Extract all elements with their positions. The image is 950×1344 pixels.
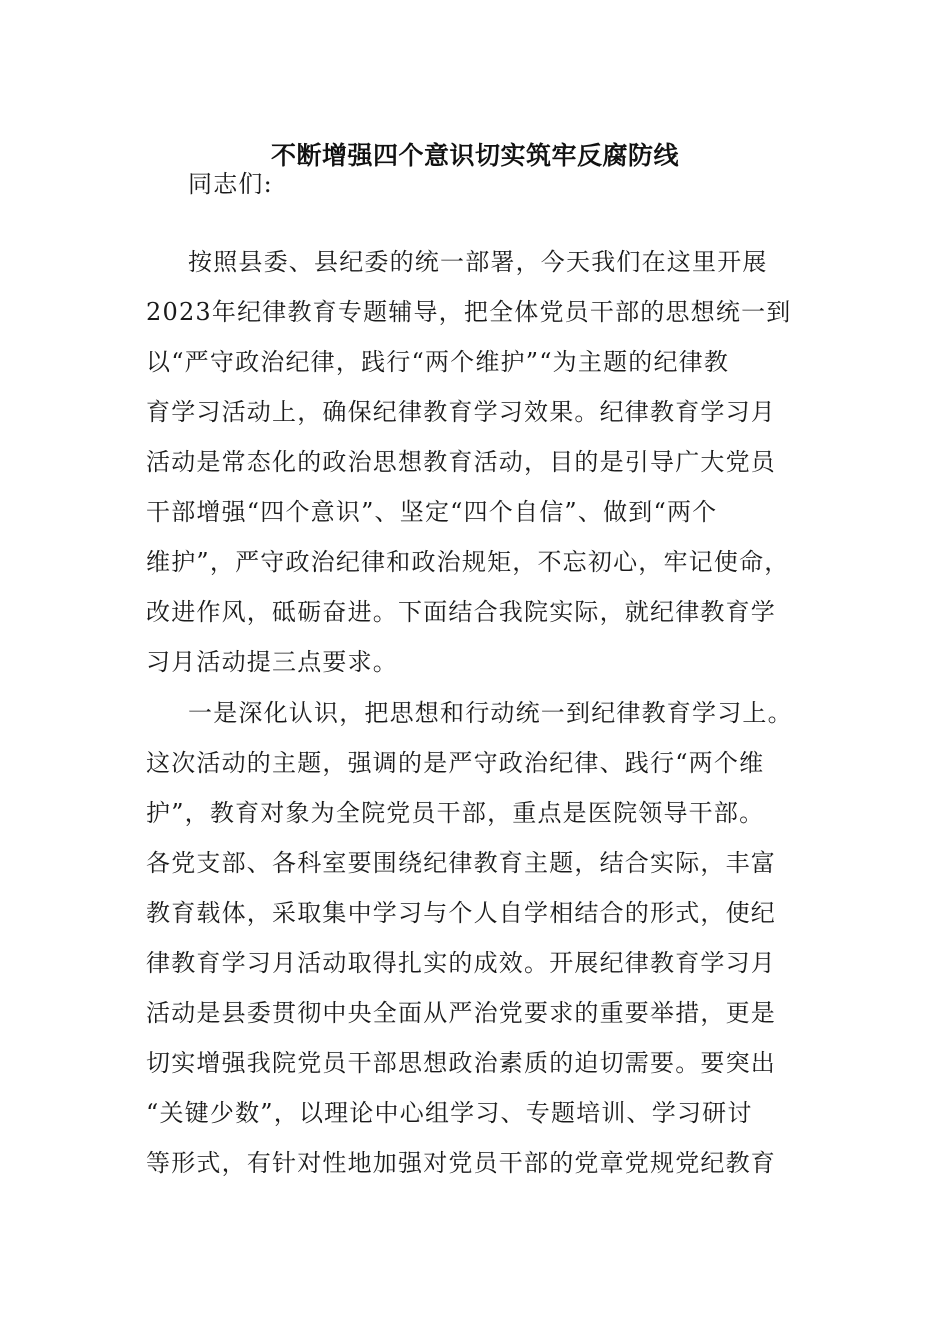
paragraph-1-line: 改进作风，砥砺奋进。下面结合我院实际，就纪律教育学 <box>146 598 776 626</box>
paragraph-2-line: 各党支部、各科室要围绕纪律教育主题，结合实际，丰富 <box>146 849 776 877</box>
paragraph-2-line: 一是深化认识，把思想和行动统一到纪律教育学习上。 <box>188 699 793 727</box>
paragraph-2-line: 护”，教育对象为全院党员干部，重点是医院领导干部。 <box>146 799 765 827</box>
paragraph-2-line: 切实增强我院党员干部思想政治素质的迫切需要。要突出 <box>146 1049 776 1077</box>
paragraph-1-line: 2023年纪律教育专题辅导，把全体党员干部的思想统一到 <box>146 298 792 326</box>
paragraph-2-line: 教育载体，采取集中学习与个人自学相结合的形式，使纪 <box>146 899 776 927</box>
paragraph-1-line: 以“严守政治纪律，践行“两个维护”“为主题的纪律教 <box>146 348 730 376</box>
paragraph-2-line: 律教育学习月活动取得扎实的成效。开展纪律教育学习月 <box>146 949 776 977</box>
paragraph-1-line: 按照县委、县纪委的统一部署，今天我们在这里开展 <box>188 248 768 276</box>
paragraph-2-line: “关键少数”，以理论中心组学习、专题培训、学习研讨 <box>146 1099 753 1127</box>
paragraph-2-line: 等形式，有针对性地加强对党员干部的党章党规党纪教育 <box>146 1149 776 1177</box>
paragraph-1-line: 习月活动提三点要求。 <box>146 648 398 676</box>
paragraph-1-line: 干部增强“四个意识”、坚定“四个自信”、做到“两个 <box>146 498 718 526</box>
paragraph-1-line: 维护”，严守政治纪律和政治规矩，不忘初心，牢记使命， <box>146 548 790 576</box>
salutation: 同志们: <box>188 170 273 198</box>
paragraph-2-line: 活动是县委贯彻中央全面从严治党要求的重要举措，更是 <box>146 999 776 1027</box>
document-title: 不断增强四个意识切实筑牢反腐防线 <box>270 141 679 170</box>
paragraph-1-line: 育学习活动上，确保纪律教育学习效果。纪律教育学习月 <box>146 398 776 426</box>
paragraph-1-line: 活动是常态化的政治思想教育活动，目的是引导广大党员 <box>146 448 776 476</box>
paragraph-2-line: 这次活动的主题，强调的是严守政治纪律、践行“两个维 <box>146 749 765 777</box>
